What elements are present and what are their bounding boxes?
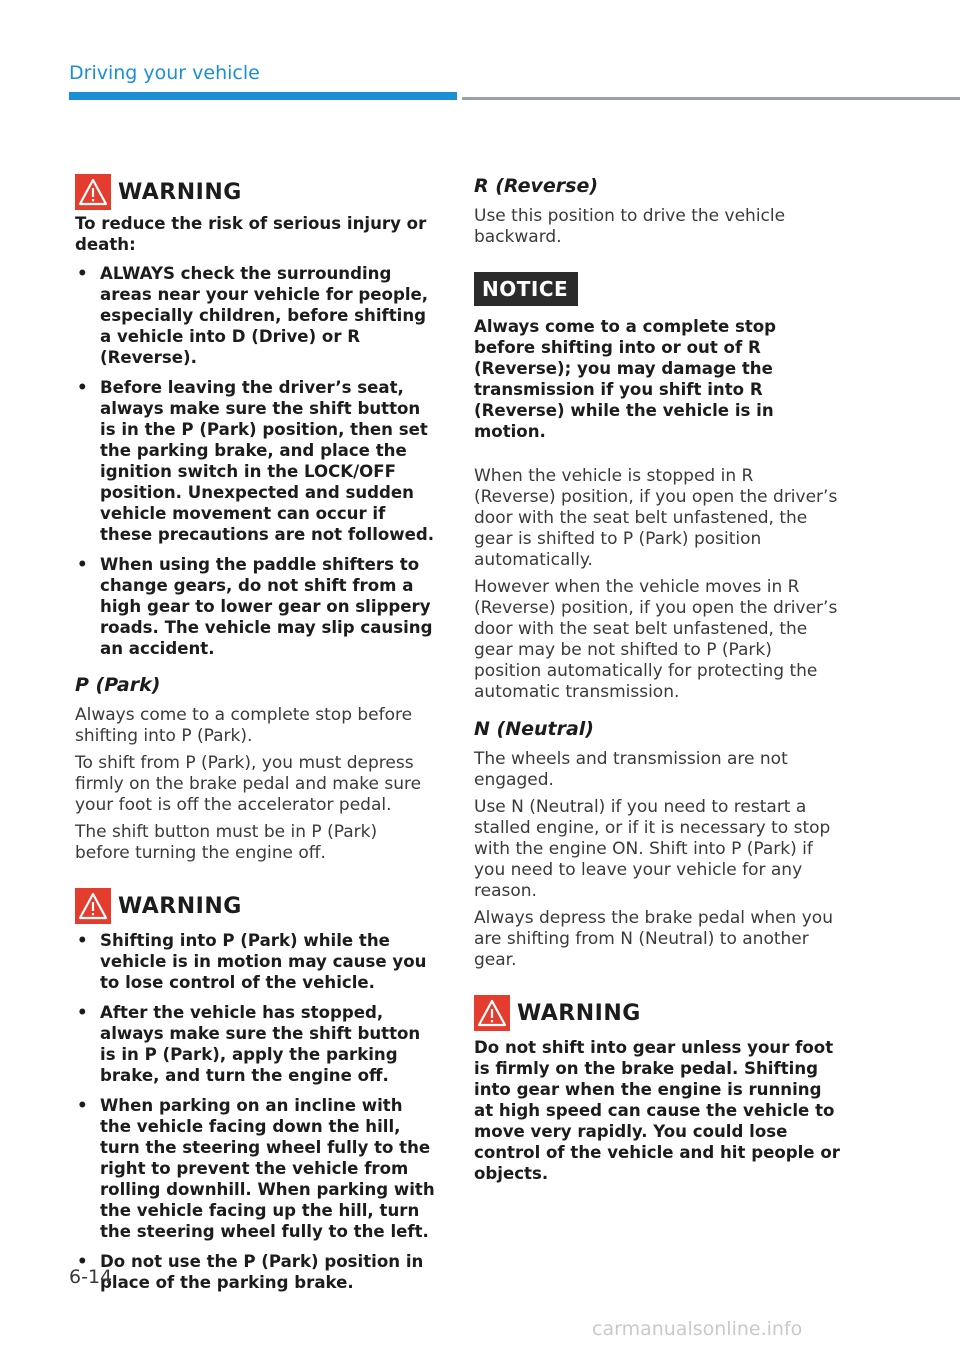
warning-text: Do not shift into gear unless your foot is firmly on the brake pedal. Shifting into gear when the engine is running at high speed can cause the vehicle to move very rapidly. You could lose control of the vehicle and hit people or objects. <box>474 1038 840 1183</box>
warning-triangle-icon <box>75 888 111 924</box>
neutral-paragraph: Always depress the brake pedal when you are shifting from N (Neutral) to another gear. <box>474 908 833 970</box>
warning-heading <box>474 993 840 1033</box>
neutral-paragraph: The wheels and transmission are not engaged. <box>474 749 788 790</box>
notice-badge: NOTICE <box>474 272 578 306</box>
warning-triangle-icon <box>75 174 111 210</box>
list-item: • Shifting into P (Park) while the vehicle is in motion may cause you to lose control of the vehicle. <box>75 930 437 993</box>
warning-list <box>75 263 437 659</box>
watermark: carmanualsonline.info <box>592 1318 803 1340</box>
list-item: • When parking on an incline with the vehicle facing down the hill, turn the steering wheel fully to the right to prevent the vehicle from rolling downhill. When parking with the vehicle facing up the hill, turn the steering wheel fully to the left. <box>75 1095 437 1242</box>
list-item: • After the vehicle has stopped, always make sure the shift button is in P (Park), apply the parking brake, and turn the engine off. <box>75 1002 437 1086</box>
warning-heading <box>75 886 437 926</box>
right-column <box>474 172 840 1184</box>
warning-triangle-icon <box>474 995 510 1031</box>
list-item: • Before leaving the driver’s seat, always make sure the shift button is in the P (Park) position, then set the parking brake, and place the ignition switch in the LOCK/OFF position. Unexpected and sudden vehicle movement can occur if these precautions are not followed. <box>75 377 437 545</box>
list-item: • When using the paddle shifters to change gears, do not shift from a high gear to lower gear on slippery roads. The vehicle may slip causing an accident. <box>75 554 437 659</box>
left-column <box>75 172 437 1302</box>
park-paragraph: The shift button must be in P (Park) before turning the engine off. <box>75 822 378 863</box>
warning-label: WARNING <box>118 179 242 205</box>
list-item: • ALWAYS check the surrounding areas near your vehicle for people, especially children, before shifting a vehicle into D (Drive) or R (Reverse). <box>75 263 437 368</box>
warning-list <box>75 930 437 1293</box>
notice-text: Always come to a complete stop before shifting into or out of R (Reverse); you may damage the transmission if you shift into R (Reverse) while the vehicle is in motion. <box>474 317 777 441</box>
warning-heading <box>75 172 437 212</box>
header-rule <box>462 97 960 100</box>
warning-label: WARNING <box>517 1000 641 1026</box>
reverse-paragraph: However when the vehicle moves in R (Reverse) position, if you open the driver’s door with the seat belt unfastened, the gear may be not shifted to P (Park) position automatically for protecting the automatic transmission. <box>474 577 838 702</box>
warning-intro: To reduce the risk of serious injury or death: <box>75 214 427 254</box>
park-paragraph: Always come to a complete stop before shifting into P (Park). <box>75 705 413 746</box>
section-title: Driving your vehicle <box>69 62 260 84</box>
warning-label: WARNING <box>118 893 242 919</box>
page-number: 6-14 <box>69 1266 113 1288</box>
neutral-heading: N (Neutral) <box>474 718 594 740</box>
reverse-paragraph: Use this position to drive the vehicle backward. <box>474 206 786 247</box>
header-rule-accent <box>69 92 457 100</box>
neutral-paragraph: Use N (Neutral) if you need to restart a stalled engine, or if it is necessary to stop with the engine ON. Shift into P (Park) if you need to leave your vehicle for any reason. <box>474 797 831 901</box>
list-item: • Do not use the P (Park) position in place of the parking brake. <box>75 1251 437 1293</box>
park-paragraph: To shift from P (Park), you must depress firmly on the brake pedal and make sure your foot is off the accelerator pedal. <box>75 753 422 815</box>
reverse-paragraph: When the vehicle is stopped in R (Reverse) position, if you open the driver’s door with the seat belt unfastened, the gear is shifted to P (Park) position automatically. <box>474 466 838 570</box>
reverse-heading: R (Reverse) <box>474 175 599 197</box>
park-heading: P (Park) <box>75 674 161 696</box>
